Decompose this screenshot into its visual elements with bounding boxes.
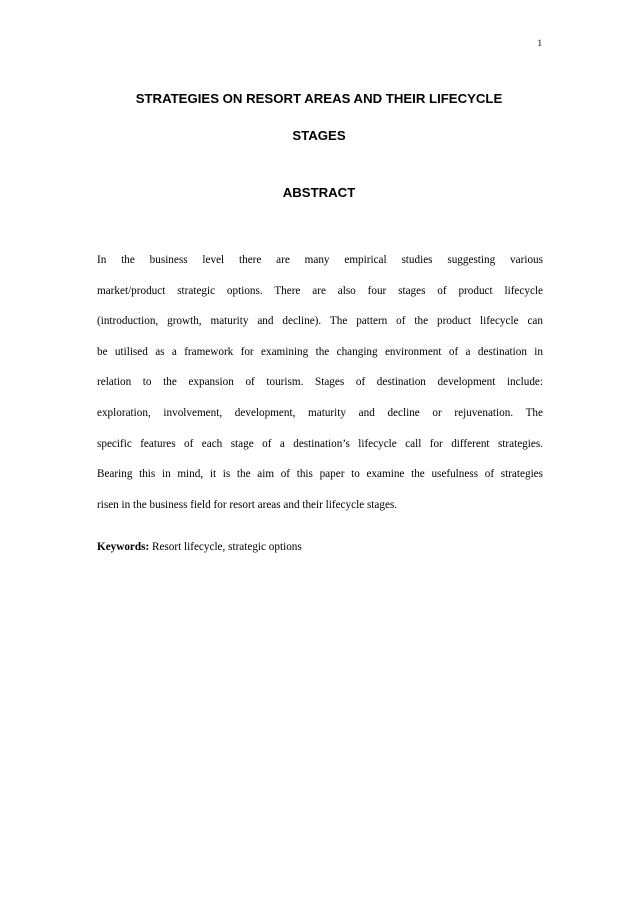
abstract-line: risen in the business field for resort areas and their lifecycle stages. [97,498,398,511]
keywords-label: Keywords: [97,541,150,553]
abstract-body [97,245,543,520]
title-line-1: STRATEGIES ON RESORT AREAS AND THEIR LIFECYCLE [135,91,503,106]
abstract-heading: ABSTRACT [282,185,356,200]
page-number: 1 [537,38,542,48]
abstract-line: market/product strategic options. There are also four stages of product lifecycle [97,284,543,297]
keywords-value: Resort lifecycle, strategic options [149,541,302,553]
abstract-line: exploration, involvement, development, maturity and decline or rejuvenation. The [97,406,543,419]
paper-title [96,80,542,154]
abstract-line: In the business level there are many empirical studies suggesting various [97,254,543,266]
title-line-2: STAGES [292,128,346,143]
abstract-line: (introduction, growth, maturity and decline). The pattern of the product lifecycle can [97,315,543,328]
keywords [97,541,302,553]
abstract-line: relation to the expansion of tourism. Stages of destination development include: [97,376,543,389]
abstract-line: Bearing this in mind, it is the aim of this paper to examine the usefulness of strategies [97,468,543,481]
abstract-line: specific features of each stage of a destination’s lifecycle call for different strategies. [97,437,543,450]
abstract-line: be utilised as a framework for examining the changing environment of a destination in [97,345,543,358]
